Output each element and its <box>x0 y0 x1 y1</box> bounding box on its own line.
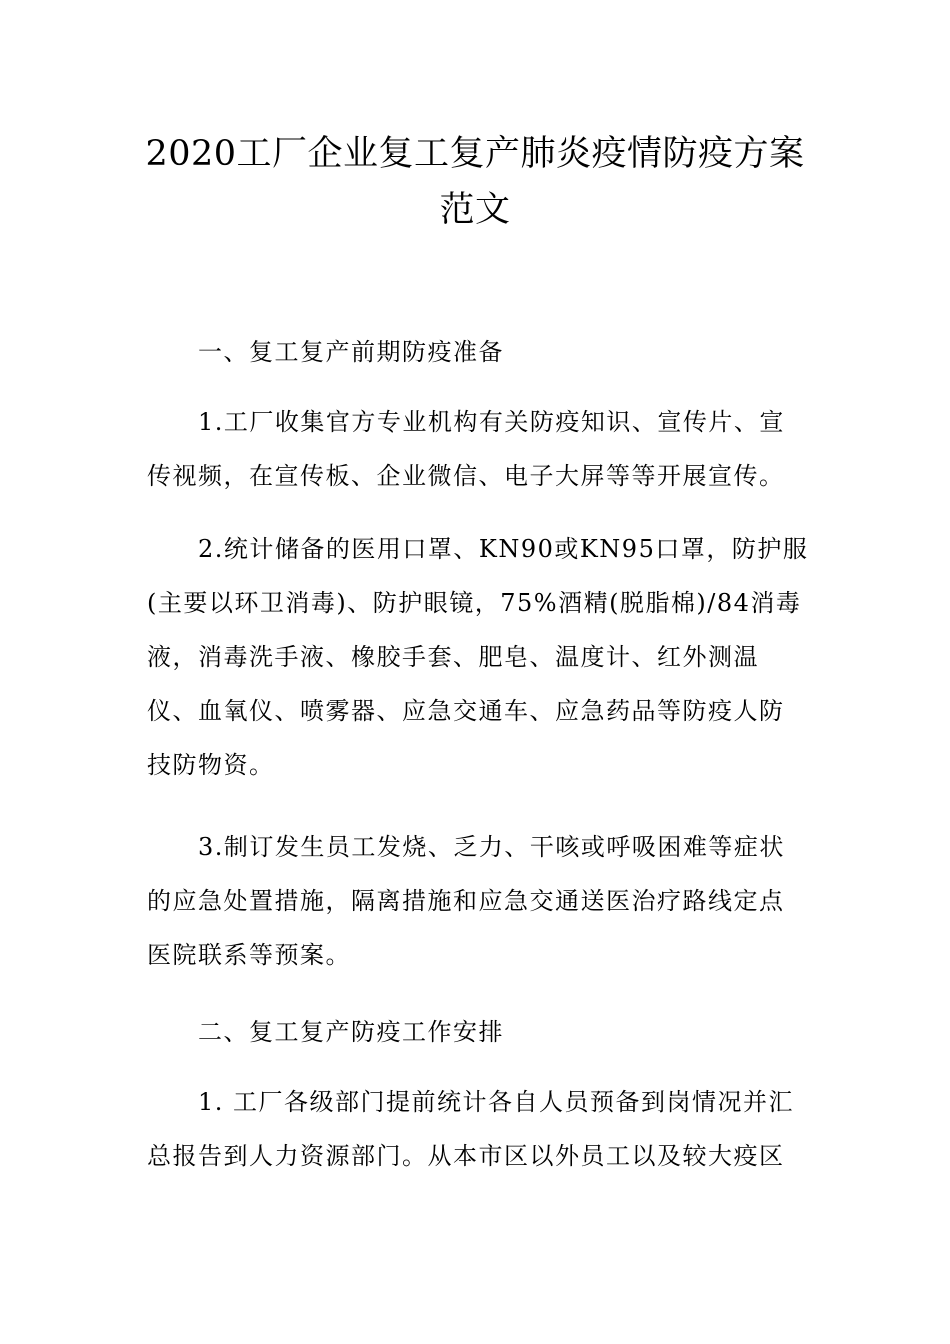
paragraph-line: 1.工厂收集官方专业机构有关防疫知识、宣传片、宣 <box>147 408 785 436</box>
paragraph-line: 仪、血氧仪、喷雾器、应急交通车、应急药品等防疫人防 <box>147 697 785 725</box>
section1-item2 <box>147 522 807 792</box>
section1-heading: 一、复工复产前期防疫准备 <box>147 338 504 366</box>
paragraph-line: 1. 工厂各级部门提前统计各自人员预备到岗情况并汇 <box>147 1088 795 1116</box>
document-title <box>145 126 805 238</box>
title-line: 范文 <box>439 190 511 230</box>
paragraph-line: 技防物资。 <box>147 751 275 779</box>
title-line: 2020工厂企业复工复产肺炎疫情防疫方案 <box>145 134 805 174</box>
section2-heading: 二、复工复产防疫工作安排 <box>147 1018 504 1046</box>
section1-item1 <box>147 395 807 503</box>
paragraph-line: 3.制订发生员工发烧、乏力、干咳或呼吸困难等症状 <box>147 833 785 861</box>
paragraph-line: 医院联系等预案。 <box>147 941 351 969</box>
section1-item3 <box>147 820 807 982</box>
paragraph-line: 液，消毒洗手液、橡胶手套、肥皂、温度计、红外测温 <box>147 643 759 671</box>
paragraph-line: 总报告到人力资源部门。从本市区以外员工以及较大疫区 <box>147 1142 785 1170</box>
section2-item1 <box>147 1075 807 1183</box>
paragraph-line: 传视频，在宣传板、企业微信、电子大屏等等开展宣传。 <box>147 462 785 490</box>
paragraph-line: (主要以环卫消毒)、防护眼镜，75%酒精(脱脂棉)/84消毒 <box>147 589 802 617</box>
paragraph-line: 2.统计储备的医用口罩、KN90或KN95口罩，防护服 <box>147 535 809 563</box>
paragraph-line: 的应急处置措施，隔离措施和应急交通送医治疗路线定点 <box>147 887 785 915</box>
